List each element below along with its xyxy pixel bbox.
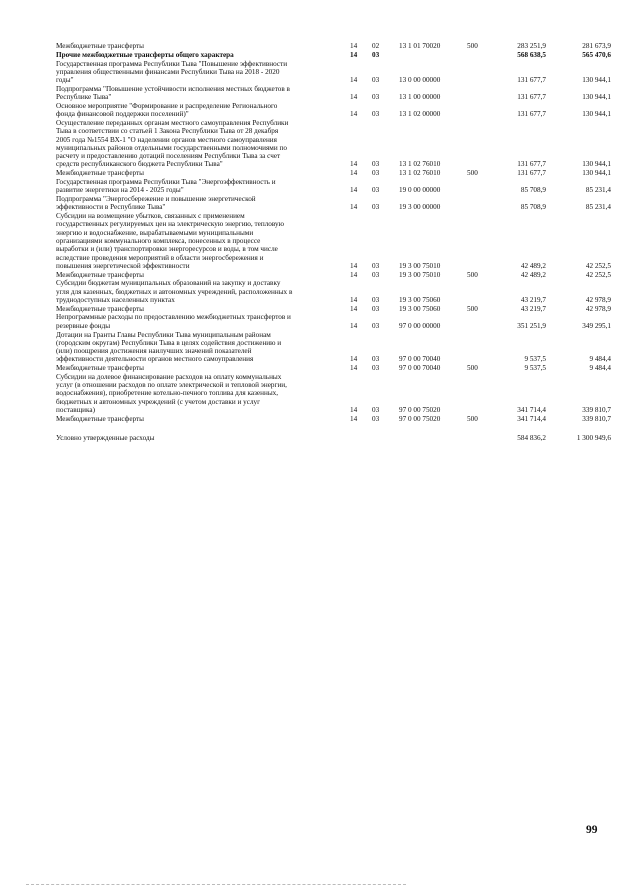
- cell-amount-year1: 9 537,5: [524, 364, 546, 373]
- cell-target-article: 19 3 00 75060: [399, 295, 441, 304]
- row-name-line: резервные фонды: [56, 321, 111, 330]
- cell-amount-year2: 339 810,7: [582, 414, 611, 423]
- cell-target-article: 19 3 00 75010: [399, 261, 441, 270]
- row-name: [56, 42, 342, 50]
- cell-amount-year2: 130 944,1: [582, 110, 611, 119]
- row-name-line: труднодоступных населенных пунктах: [56, 295, 175, 304]
- cell-amount-year1: 43 219,7: [520, 295, 546, 304]
- row-name-line: выработки и (или) транспортировки энергоресурсов и воды, в том числе: [56, 245, 278, 254]
- row-name-line: развитие энергетики на 2014 - 2025 годы": [56, 186, 184, 195]
- cell-amount-year2: 349 295,1: [582, 321, 611, 330]
- cell-expense-type: 500: [467, 42, 478, 50]
- cell-amount-year2: 130 944,1: [582, 93, 611, 102]
- cell-amount-year2: 565 470,6: [582, 50, 611, 59]
- table-row: [0, 279, 640, 304]
- cell-razdel: 14: [350, 203, 358, 212]
- table-row: [0, 102, 640, 119]
- row-name-line: Межбюджетные трансферты: [56, 304, 144, 313]
- row-name: [56, 434, 342, 442]
- cell-amount-year2: 130 944,1: [582, 76, 611, 85]
- cell-razdel: 14: [350, 169, 358, 178]
- cell-razdel: 14: [350, 364, 358, 373]
- row-name-line: услуг (в отношении расходов по оплате электрической и тепловой энергии,: [56, 381, 287, 390]
- cell-razdel: 14: [350, 414, 358, 423]
- row-name: [56, 195, 342, 212]
- table-row: [0, 373, 640, 415]
- table-row: [0, 212, 640, 270]
- cell-podrazdel: 03: [372, 186, 380, 195]
- row-name: [56, 364, 342, 372]
- cell-amount-year2: 130 944,1: [582, 160, 611, 169]
- table-row: [0, 51, 640, 59]
- row-name: [56, 169, 342, 177]
- cell-amount-year1: 351 251,9: [517, 321, 546, 330]
- cell-podrazdel: 03: [372, 261, 380, 270]
- cell-podrazdel: 02: [372, 42, 380, 50]
- cell-podrazdel: 03: [372, 50, 380, 59]
- row-name-line: Подпрограмма "Энергосбережение и повышение энергетической: [56, 195, 256, 203]
- cell-target-article: 19 0 00 00000: [399, 186, 441, 195]
- row-name-line: Межбюджетные трансферты: [56, 270, 144, 279]
- table-row: [0, 85, 640, 102]
- table-row: [0, 119, 640, 169]
- page-number: 99: [586, 824, 598, 836]
- row-name-line: Дотации на Гранты Главы Республики Тыва муниципальным районам: [56, 330, 271, 339]
- cell-amount-year2: 339 810,7: [582, 406, 611, 415]
- cell-target-article: 13 1 00 00000: [399, 93, 441, 102]
- cell-podrazdel: 03: [372, 270, 380, 279]
- row-name: [56, 119, 342, 169]
- cell-razdel: 14: [350, 42, 358, 50]
- row-name: [56, 85, 342, 102]
- cell-amount-year1: 131 677,7: [517, 160, 546, 169]
- cell-podrazdel: 03: [372, 355, 380, 364]
- cell-target-article: 13 1 02 76010: [399, 160, 441, 169]
- cell-target-article: 97 0 00 75020: [399, 414, 441, 423]
- table-row: [0, 178, 640, 195]
- table-row: [0, 415, 640, 423]
- row-name: [56, 305, 342, 313]
- row-name-line: средств республиканского бюджета Республики Тыва": [56, 160, 223, 169]
- row-name-line: водоснабжения), приобретение котельно-печного топлива для казенных,: [56, 389, 279, 398]
- cell-target-article: 97 0 00 75020: [399, 406, 441, 415]
- cell-amount-year1: 85 708,9: [520, 203, 546, 212]
- cell-target-article: 13 1 02 00000: [399, 110, 441, 119]
- table-row: [0, 331, 640, 364]
- cell-target-article: 97 0 00 00000: [399, 321, 441, 330]
- cell-amount-year1: 131 677,7: [517, 169, 546, 178]
- row-name: [56, 279, 342, 304]
- cell-expense-type: 500: [467, 414, 478, 423]
- row-name-line: (городским округам) Республики Тыва в целях содействия достижению и: [56, 338, 282, 347]
- cell-amount-year1: 131 677,7: [517, 110, 546, 119]
- cell-razdel: 14: [350, 110, 358, 119]
- row-name-line: фонда финансовой поддержки поселений)": [56, 110, 189, 119]
- table-row: [0, 305, 640, 313]
- cell-amount-year1: 131 677,7: [517, 76, 546, 85]
- row-name: [56, 271, 342, 279]
- row-name-line: вследствие проведения мероприятий в области энергосбережения и: [56, 253, 264, 262]
- row-name-line: Осуществление переданных органам местного самоуправления Республики: [56, 118, 289, 127]
- row-name-line: (или) поощрения достижения наилучших значений показателей: [56, 347, 252, 356]
- row-name-line: Межбюджетные трансферты: [56, 414, 144, 423]
- cell-amount-year2: 42 978,9: [585, 295, 611, 304]
- cell-amount-year1: 42 489,2: [520, 261, 546, 270]
- cell-target-article: 97 0 00 70040: [399, 364, 441, 373]
- cell-target-article: 97 0 00 70040: [399, 355, 441, 364]
- cell-amount-year1: 568 638,5: [517, 50, 546, 59]
- row-name-line: Межбюджетные трансферты: [56, 364, 144, 373]
- row-name-line: поставщика): [56, 406, 95, 415]
- cell-razdel: 14: [350, 160, 358, 169]
- cell-razdel: 14: [350, 406, 358, 415]
- cell-amount-year2: 42 252,5: [585, 270, 611, 279]
- row-name-line: Непрограммные расходы по предоставлению межбюджетных трансфертов и: [56, 313, 291, 322]
- row-name: [56, 331, 342, 364]
- cell-target-article: 19 3 00 75060: [399, 304, 441, 313]
- row-name-line: Государственная программа Республики Тыва "Повышение эффективности: [56, 59, 288, 68]
- cell-razdel: 14: [350, 270, 358, 279]
- row-name-line: Тыва в соответствии со статьей 1 Закона Республики Тыва от 28 декабря: [56, 127, 279, 136]
- cell-podrazdel: 03: [372, 304, 380, 313]
- row-name-line: организациями коммунального комплекса, понесенных в процессе: [56, 236, 261, 245]
- row-name-line: повышения энергетической эффективности: [56, 261, 190, 270]
- cell-podrazdel: 03: [372, 169, 380, 178]
- row-name: [56, 60, 342, 85]
- cell-target-article: 19 3 00 00000: [399, 203, 441, 212]
- row-name-line: Субсидии на возмещение убытков, связанных с применением: [56, 212, 245, 221]
- row-name-line: Основное мероприятие "Формирование и распределение Регионального: [56, 101, 278, 110]
- cell-amount-year2: 9 484,4: [589, 364, 611, 373]
- cell-podrazdel: 03: [372, 110, 380, 119]
- row-name-line: Субсидии бюджетам муниципальных образований на закупку и доставку: [56, 279, 281, 288]
- cell-podrazdel: 03: [372, 414, 380, 423]
- cell-amount-year2: 1 300 949,6: [576, 433, 611, 442]
- row-name-line: бюджетных и автономных учреждений (с учетом доставки и услуг: [56, 397, 261, 406]
- row-name-line: эффективности деятельности органов местного самоуправления: [56, 355, 254, 364]
- cell-amount-year2: 281 673,9: [582, 42, 611, 50]
- cell-amount-year1: 85 708,9: [520, 186, 546, 195]
- cell-razdel: 14: [350, 304, 358, 313]
- table-row: [0, 60, 640, 85]
- cell-amount-year2: 85 231,4: [585, 203, 611, 212]
- table-row: [0, 364, 640, 372]
- cell-target-article: 13 1 02 76010: [399, 169, 441, 178]
- cell-expense-type: 500: [467, 270, 478, 279]
- row-name-line: Государственная программа Республики Тыва "Энергоэффективность и: [56, 177, 276, 186]
- cell-amount-year1: 131 677,7: [517, 93, 546, 102]
- cell-amount-year1: 283 251,9: [517, 42, 546, 50]
- table-row: [0, 169, 640, 177]
- cell-razdel: 14: [350, 261, 358, 270]
- cell-amount-year1: 341 714,4: [517, 414, 546, 423]
- row-name-line: государственных регулируемых цен на электрическую энергию, тепловую: [56, 220, 284, 229]
- cell-amount-year2: 130 944,1: [582, 169, 611, 178]
- cell-amount-year2: 42 252,5: [585, 261, 611, 270]
- cell-target-article: 13 1 01 70020: [399, 42, 441, 50]
- cell-razdel: 14: [350, 321, 358, 330]
- cell-amount-year1: 42 489,2: [520, 270, 546, 279]
- cell-razdel: 14: [350, 93, 358, 102]
- cell-target-article: 19 3 00 75010: [399, 270, 441, 279]
- cell-expense-type: 500: [467, 169, 478, 178]
- cell-amount-year1: 584 836,2: [517, 433, 546, 442]
- row-name: [56, 373, 342, 414]
- cell-amount-year2: 85 231,4: [585, 186, 611, 195]
- row-name-line: угля для казенных, бюджетных и автономных учреждений, расположенных в: [56, 287, 293, 296]
- cell-podrazdel: 03: [372, 364, 380, 373]
- table-row: [0, 195, 640, 212]
- scan-edge-dashes: [26, 884, 406, 885]
- cell-razdel: 14: [350, 186, 358, 195]
- cell-expense-type: 500: [467, 364, 478, 373]
- cell-podrazdel: 03: [372, 203, 380, 212]
- cell-podrazdel: 03: [372, 321, 380, 330]
- table-row: [0, 42, 640, 50]
- cell-amount-year1: 341 714,4: [517, 406, 546, 415]
- row-name: [56, 51, 342, 59]
- row-name-line: 2005 года №1554 ВХ-1 "О наделении органов местного самоуправления: [56, 135, 277, 144]
- row-name-line: Субсидии на долевое финансирование расходов на оплату коммунальных: [56, 372, 282, 381]
- cell-target-article: 13 0 00 00000: [399, 76, 441, 85]
- cell-podrazdel: 03: [372, 76, 380, 85]
- table-row: [0, 271, 640, 279]
- row-name-line: Подпрограмма "Повышение устойчивости исполнения местных бюджетов в: [56, 84, 290, 93]
- cell-amount-year2: 9 484,4: [589, 355, 611, 364]
- table-row: [0, 313, 640, 330]
- cell-razdel: 14: [350, 295, 358, 304]
- row-name-line: Межбюджетные трансферты: [56, 169, 144, 178]
- table-row: [0, 434, 640, 442]
- row-name-line: эффективности в Республике Тыва": [56, 203, 166, 212]
- row-name: [56, 212, 342, 270]
- cell-razdel: 14: [350, 76, 358, 85]
- row-name-line: расчету и предоставлению дотаций поселениям Республики Тыва за счет: [56, 152, 281, 161]
- cell-podrazdel: 03: [372, 406, 380, 415]
- row-name-line: Межбюджетные трансферты: [56, 42, 144, 50]
- row-name-line: Условно утвержденные расходы: [56, 433, 155, 442]
- cell-razdel: 14: [350, 50, 358, 59]
- row-name-line: годы": [56, 76, 74, 85]
- row-name: [56, 102, 342, 119]
- cell-podrazdel: 03: [372, 295, 380, 304]
- row-name-line: энергию и водоснабжение, вырабатываемыми муниципальными: [56, 228, 254, 237]
- cell-expense-type: 500: [467, 304, 478, 313]
- row-name: [56, 178, 342, 195]
- row-name-line: управления общественными финансами Республики Тыва на 2018 - 2020: [56, 67, 280, 76]
- cell-amount-year2: 42 978,9: [585, 304, 611, 313]
- row-name-line: Республике Тыва": [56, 93, 112, 102]
- cell-razdel: 14: [350, 355, 358, 364]
- row-name: [56, 313, 342, 330]
- row-name: [56, 415, 342, 423]
- cell-amount-year1: 9 537,5: [524, 355, 546, 364]
- row-name-line: муниципальных районов отдельными государственными полномочиями по: [56, 143, 287, 152]
- cell-podrazdel: 03: [372, 160, 380, 169]
- cell-podrazdel: 03: [372, 93, 380, 102]
- row-name-line: Прочие межбюджетные трансферты общего характера: [56, 50, 234, 59]
- cell-amount-year1: 43 219,7: [520, 304, 546, 313]
